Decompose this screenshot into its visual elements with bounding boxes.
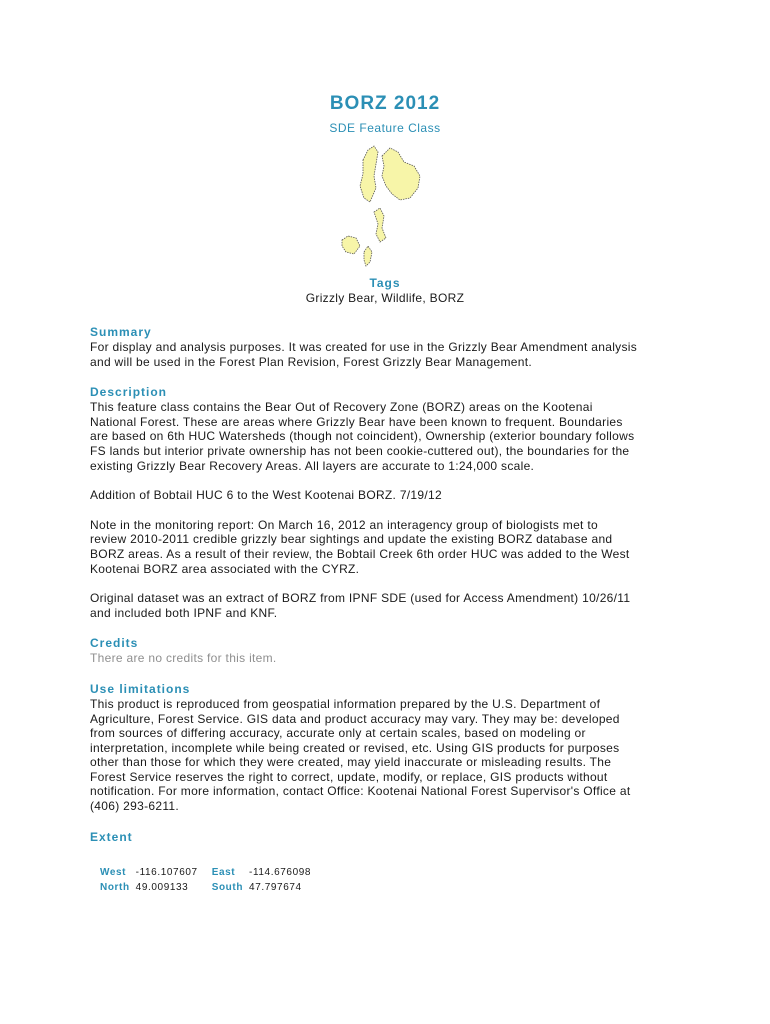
description-paragraph-1: This feature class contains the Bear Out of Recovery Zone (BORZ) areas on the Kootenai National Forest. These are areas where Grizzly Bear have been known to frequent. Boundaries are based on 6th HUC Watersheds (though not coincident), Ownership (exterior boundary follows FS lands but interior private ownership has not been cookie-cuttered out), the boundaries for the existing Grizzly Bear Recovery Areas. All layers are accurate to 1:24,000 scale. xyxy=(90,400,635,473)
description-paragraph-4: Original dataset was an extract of BORZ from IPNF SDE (used for Access Amendment) 10/26/11 and included both IPNF and KNF. xyxy=(90,591,631,620)
extent-south-label: South xyxy=(211,881,244,893)
polygon-north-small xyxy=(360,146,378,202)
extent-west-label: West xyxy=(100,866,127,878)
extent-west-value: -116.107607 xyxy=(135,866,198,878)
summary-text: For display and analysis purposes. It was created for use in the Grizzly Bear Amendment analysis and will be used in the Forest Plan Revision, Forest Grizzly Bear Management. xyxy=(90,340,638,369)
tags-heading: Tags xyxy=(369,276,401,290)
tags-value: Grizzly Bear, Wildlife, BORZ xyxy=(305,291,465,305)
extent-north-label: North xyxy=(100,881,130,893)
map-thumbnail xyxy=(330,142,440,272)
page-title: BORZ 2012 xyxy=(329,93,441,114)
metadata-content xyxy=(90,325,690,897)
extent-east-label: East xyxy=(211,866,236,878)
credits-text: There are no credits for this item. xyxy=(90,651,277,666)
polygon-north-large xyxy=(382,148,420,200)
polygon-south-small xyxy=(342,236,360,254)
credits-heading: Credits xyxy=(90,636,139,651)
use-limitations-heading: Use limitations xyxy=(90,681,191,696)
summary-heading: Summary xyxy=(90,325,152,339)
page-subtitle: SDE Feature Class xyxy=(329,121,441,135)
extent-table xyxy=(100,867,690,897)
polygon-middle xyxy=(374,208,386,242)
extent-south-value: 47.797674 xyxy=(249,881,302,893)
description-paragraph-3: Note in the monitoring report: On March 16, 2012 an interagency group of biologists met to review 2010-2011 credible grizzly bear sightings and update the existing BORZ database and BORZ areas. As a result of their review, the Bobtail Creek 6th order HUC was added to the West Kootenai BORZ area associated with the CYRZ. xyxy=(90,517,630,576)
description-paragraph-2: Addition of Bobtail HUC 6 to the West Kootenai BORZ. 7/19/12 xyxy=(90,488,442,503)
extent-east-value: -114.676098 xyxy=(249,866,312,878)
description-heading: Description xyxy=(90,385,168,400)
extent-north-value: 49.009133 xyxy=(135,881,189,893)
use-limitations-text: This product is reproduced from geospatial information prepared by the U.S. Department of Agriculture, Forest Service. GIS data and product accuracy may vary. They may be: developed from sources of differing accuracy, accurate only at certain scales, based on modeling or interpretation, incomplete while being created or revised, etc. Using GIS products for purposes other than those for which they were created, may yield inaccurate or misleading results. The Forest Service reserves the right to correct, update, modify, or replace, GIS products without notification. For more information, contact Office: Kootenai National Forest Supervisor's Office at (406) 293-6211. xyxy=(90,696,631,814)
extent-heading: Extent xyxy=(90,829,133,844)
polygon-south-sliver xyxy=(364,246,372,266)
